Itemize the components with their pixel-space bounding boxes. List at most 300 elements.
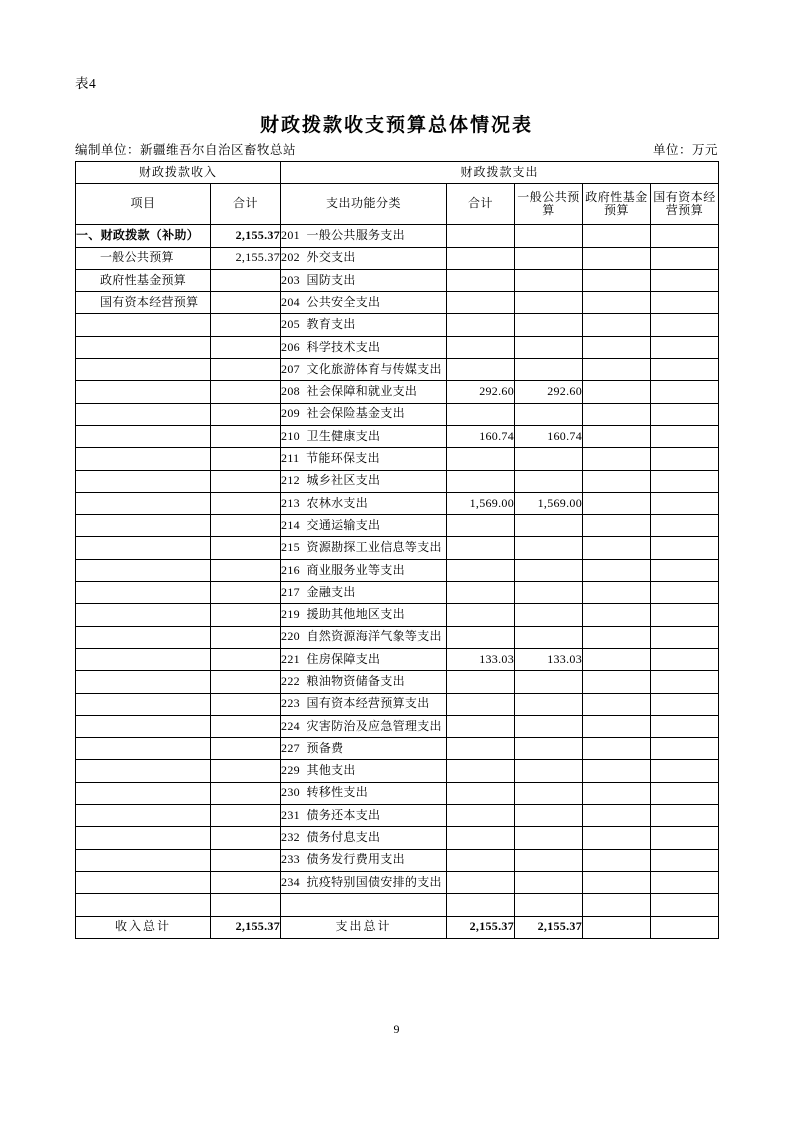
exp-general: [515, 359, 583, 381]
income-item-label: [76, 693, 211, 715]
table-group-header-row: [76, 162, 719, 184]
exp-general: [515, 693, 583, 715]
income-item-label: 一般公共预算: [76, 247, 211, 269]
exp-capital: [651, 292, 719, 314]
exp-fund: [583, 381, 651, 403]
income-item-label: [76, 760, 211, 782]
exp-name: 卫生健康支出: [306, 428, 381, 443]
exp-fund: [583, 559, 651, 581]
exp-function-cell: [281, 492, 447, 514]
income-item-label: [76, 470, 211, 492]
income-item-amount: [211, 448, 281, 470]
exp-fund: [583, 425, 651, 447]
income-item-label: [76, 671, 211, 693]
exp-name: 国有资本经营预算支出: [306, 696, 430, 711]
exp-name: 农林水支出: [306, 495, 369, 510]
exp-total: [447, 738, 515, 760]
income-item-amount: [211, 693, 281, 715]
exp-function-cell: [281, 314, 447, 336]
exp-name: 债务付息支出: [306, 830, 381, 845]
exp-capital: [651, 225, 719, 247]
exp-total: [447, 559, 515, 581]
exp-fund: [583, 827, 651, 849]
exp-fund: [583, 292, 651, 314]
exp-capital: [651, 871, 719, 893]
exp-name: 公共安全支出: [306, 294, 381, 309]
exp-capital: [651, 805, 719, 827]
exp-code: 216: [281, 562, 300, 577]
exp-fund: [583, 225, 651, 247]
exp-function-cell: [281, 648, 447, 670]
exp-code: 220: [281, 629, 300, 644]
exp-general: [515, 782, 583, 804]
exp-name: 预备费: [306, 740, 344, 755]
exp-function-cell: [281, 849, 447, 871]
exp-function-cell: [281, 448, 447, 470]
exp-fund: [583, 604, 651, 626]
exp-total: [447, 448, 515, 470]
exp-total: 1,569.00: [447, 492, 515, 514]
exp-function-cell: [281, 559, 447, 581]
exp-total: [447, 849, 515, 871]
exp-code: 201: [281, 228, 300, 243]
exp-function-cell: [281, 359, 447, 381]
exp-capital: [651, 381, 719, 403]
exp-name: 债务还本支出: [306, 807, 381, 822]
exp-general: [515, 671, 583, 693]
exp-capital: [651, 715, 719, 737]
exp-general: [515, 269, 583, 291]
income-item-amount: [211, 336, 281, 358]
exp-capital: [651, 626, 719, 648]
col-header-gov-fund-budget: 政府性基金预算: [583, 184, 651, 225]
sheet-label: 表4: [75, 76, 97, 91]
exp-general: [515, 515, 583, 537]
amount-unit-label: 单位：万元: [652, 143, 718, 157]
exp-total: [447, 247, 515, 269]
exp-function-cell: [281, 225, 447, 247]
exp-general: [515, 292, 583, 314]
exp-fund: [583, 403, 651, 425]
table-row: [76, 693, 719, 715]
income-item-label: [76, 359, 211, 381]
income-item-amount: [211, 559, 281, 581]
exp-fund: [583, 760, 651, 782]
exp-name: 其他支出: [306, 763, 356, 778]
exp-function-cell: [281, 871, 447, 893]
exp-function-cell: [281, 470, 447, 492]
exp-general: [515, 715, 583, 737]
exp-capital: [651, 425, 719, 447]
exp-total: [447, 871, 515, 893]
income-item-amount: [211, 292, 281, 314]
exp-fund: [583, 693, 651, 715]
exp-code: 210: [281, 428, 300, 443]
exp-fund: [583, 269, 651, 291]
table-row: [76, 760, 719, 782]
exp-capital: [651, 314, 719, 336]
exp-general: [515, 225, 583, 247]
income-item-amount: [211, 827, 281, 849]
table-row: [76, 805, 719, 827]
income-item-label: [76, 738, 211, 760]
exp-function-cell: [281, 515, 447, 537]
exp-code: 205: [281, 317, 300, 332]
exp-name: 灾害防治及应急管理支出: [306, 718, 442, 733]
exp-function-cell: [281, 269, 447, 291]
table-row: [76, 381, 719, 403]
income-item-amount: [211, 515, 281, 537]
exp-general: [515, 403, 583, 425]
page-number: 9: [393, 1022, 400, 1036]
expenditure-fund-total-value: [583, 916, 651, 938]
exp-function-cell: [281, 827, 447, 849]
exp-name: 交通运输支出: [306, 517, 381, 532]
income-item-amount: [211, 648, 281, 670]
exp-total: [447, 827, 515, 849]
income-item-amount: [211, 470, 281, 492]
table-row: [76, 894, 719, 916]
exp-total: [447, 359, 515, 381]
exp-function-cell: [281, 292, 447, 314]
income-item-label: [76, 381, 211, 403]
exp-capital: [651, 760, 719, 782]
table-row: [76, 470, 719, 492]
exp-capital: [651, 359, 719, 381]
exp-general: [515, 604, 583, 626]
table-row: [76, 715, 719, 737]
income-item-amount: [211, 582, 281, 604]
income-item-amount: [211, 671, 281, 693]
exp-capital: [651, 403, 719, 425]
col-header-function-class: 支出功能分类: [281, 184, 447, 225]
exp-function-cell: [281, 671, 447, 693]
table-row: [76, 582, 719, 604]
exp-capital: [651, 671, 719, 693]
page-title: 财政拨款收支预算总体情况表: [259, 115, 533, 136]
table-row: [76, 671, 719, 693]
exp-name: 一般公共服务支出: [306, 228, 405, 243]
exp-name: 资源勘探工业信息等支出: [306, 540, 442, 555]
exp-capital: [651, 782, 719, 804]
exp-name: 商业服务业等支出: [306, 562, 405, 577]
exp-total: [447, 314, 515, 336]
exp-function-cell: [281, 693, 447, 715]
exp-total: [447, 515, 515, 537]
exp-name: 社会保障和就业支出: [306, 384, 418, 399]
table-row: [76, 738, 719, 760]
exp-code: 223: [281, 696, 300, 711]
exp-function-cell: [281, 336, 447, 358]
exp-capital: [651, 336, 719, 358]
income-item-label: [76, 425, 211, 447]
exp-code: 227: [281, 740, 300, 755]
income-item-amount: [211, 537, 281, 559]
income-item-label: 政府性基金预算: [76, 269, 211, 291]
income-item-label: [76, 314, 211, 336]
income-item-amount: [211, 604, 281, 626]
exp-code: 215: [281, 540, 300, 555]
income-item-label: [76, 559, 211, 581]
exp-function-cell: [281, 425, 447, 447]
exp-total: 160.74: [447, 425, 515, 447]
exp-total: [447, 537, 515, 559]
exp-code: 206: [281, 339, 300, 354]
exp-code: 209: [281, 406, 300, 421]
table-row: [76, 225, 719, 247]
income-item-amount: [211, 269, 281, 291]
exp-function-cell: [281, 805, 447, 827]
exp-capital: [651, 604, 719, 626]
income-item-label: 国有资本经营预算: [76, 292, 211, 314]
income-item-label: [76, 782, 211, 804]
exp-total: [447, 336, 515, 358]
table-row: [76, 849, 719, 871]
col-header-income-total: 合计: [211, 184, 281, 225]
exp-total: 133.03: [447, 648, 515, 670]
exp-code: 222: [281, 673, 300, 688]
exp-fund: [583, 582, 651, 604]
table-row: [76, 403, 719, 425]
table-row: [76, 292, 719, 314]
expenditure-total-value: 2,155.37: [447, 916, 515, 938]
exp-function-cell: [281, 604, 447, 626]
exp-function-cell: [281, 782, 447, 804]
exp-total: [447, 760, 515, 782]
income-item-label: [76, 894, 211, 916]
exp-capital: [651, 648, 719, 670]
exp-total: 292.60: [447, 381, 515, 403]
income-item-label: [76, 492, 211, 514]
exp-general: [515, 314, 583, 336]
income-item-label: [76, 336, 211, 358]
income-item-label: [76, 626, 211, 648]
exp-total: [447, 894, 515, 916]
income-total-value: 2,155.37: [211, 916, 281, 938]
exp-name: 住房保障支出: [306, 651, 381, 666]
exp-total: [447, 715, 515, 737]
exp-fund: [583, 247, 651, 269]
income-item-amount: [211, 425, 281, 447]
col-header-state-capital-budget: 国有资本经营预算: [651, 184, 719, 225]
exp-total: [447, 782, 515, 804]
income-item-label: [76, 648, 211, 670]
expenditure-general-total-value: 2,155.37: [515, 916, 583, 938]
exp-total: [447, 604, 515, 626]
exp-name: 节能环保支出: [306, 451, 380, 466]
exp-capital: [651, 582, 719, 604]
income-item-amount: [211, 492, 281, 514]
income-item-label: [76, 604, 211, 626]
table-row: [76, 359, 719, 381]
exp-general: [515, 849, 583, 871]
exp-total: [447, 805, 515, 827]
meta-row: [75, 140, 718, 158]
exp-function-cell: [281, 894, 447, 916]
exp-code: 230: [281, 785, 300, 800]
table-row: [76, 559, 719, 581]
exp-general: [515, 738, 583, 760]
exp-total: [447, 671, 515, 693]
income-item-amount: [211, 760, 281, 782]
income-item-label: [76, 849, 211, 871]
exp-name: 文化旅游体育与传媒支出: [306, 361, 442, 376]
exp-code: 211: [281, 451, 300, 466]
exp-fund: [583, 715, 651, 737]
exp-name: 抗疫特别国债安排的支出: [306, 874, 442, 889]
income-item-amount: [211, 715, 281, 737]
exp-code: 229: [281, 763, 300, 778]
table-column-header-row: [76, 184, 719, 225]
exp-capital: [651, 738, 719, 760]
income-item-amount: [211, 894, 281, 916]
exp-fund: [583, 626, 651, 648]
exp-fund: [583, 648, 651, 670]
exp-name: 转移性支出: [306, 785, 369, 800]
budget-table: [75, 161, 719, 939]
income-item-label: [76, 805, 211, 827]
exp-code: 203: [281, 272, 300, 287]
exp-fund: [583, 537, 651, 559]
income-item-amount: [211, 782, 281, 804]
exp-general: [515, 894, 583, 916]
income-item-label: [76, 403, 211, 425]
exp-total: [447, 693, 515, 715]
table-row: [76, 269, 719, 291]
income-item-label: [76, 715, 211, 737]
exp-name: 金融支出: [306, 584, 356, 599]
exp-fund: [583, 738, 651, 760]
col-header-income-item: 项目: [76, 184, 211, 225]
exp-function-cell: [281, 738, 447, 760]
exp-code: 234: [281, 874, 300, 889]
income-item-amount: [211, 871, 281, 893]
income-item-amount: [211, 314, 281, 336]
exp-general: [515, 537, 583, 559]
exp-general: 292.60: [515, 381, 583, 403]
table-row: [76, 648, 719, 670]
exp-capital: [651, 693, 719, 715]
expenditure-group-header: 财政拨款支出: [281, 162, 719, 184]
table-row: [76, 515, 719, 537]
exp-code: 212: [281, 473, 300, 488]
col-header-exp-total: 合计: [447, 184, 515, 225]
exp-code: 214: [281, 517, 300, 532]
compiling-unit-label: 编制单位：新疆维吾尔自治区畜牧总站: [75, 143, 297, 157]
income-item-amount: [211, 359, 281, 381]
exp-total: [447, 626, 515, 648]
exp-name: 债务发行费用支出: [306, 852, 405, 867]
exp-general: 133.03: [515, 648, 583, 670]
exp-function-cell: [281, 247, 447, 269]
exp-general: [515, 470, 583, 492]
exp-code: 224: [281, 718, 300, 733]
exp-fund: [583, 470, 651, 492]
exp-capital: [651, 894, 719, 916]
income-item-amount: [211, 403, 281, 425]
table-row: [76, 336, 719, 358]
income-group-header: 财政拨款收入: [76, 162, 281, 184]
exp-total: [447, 269, 515, 291]
exp-function-cell: [281, 760, 447, 782]
exp-code: 207: [281, 361, 300, 376]
expenditure-capital-total-value: [651, 916, 719, 938]
income-item-amount: [211, 381, 281, 403]
table-row: [76, 425, 719, 447]
income-item-label: [76, 871, 211, 893]
exp-name: 国防支出: [306, 272, 356, 287]
exp-capital: [651, 269, 719, 291]
exp-code: 232: [281, 830, 300, 845]
exp-name: 社会保险基金支出: [306, 406, 405, 421]
exp-general: [515, 626, 583, 648]
exp-code: 204: [281, 294, 300, 309]
exp-general: [515, 760, 583, 782]
income-item-amount: [211, 738, 281, 760]
exp-capital: [651, 515, 719, 537]
exp-general: [515, 827, 583, 849]
exp-fund: [583, 671, 651, 693]
exp-fund: [583, 871, 651, 893]
exp-fund: [583, 359, 651, 381]
table-row: [76, 448, 719, 470]
totals-row: [76, 916, 719, 938]
exp-general: [515, 805, 583, 827]
col-header-general-public-budget: 一般公共预算: [515, 184, 583, 225]
exp-fund: [583, 849, 651, 871]
exp-code: 202: [281, 250, 300, 265]
exp-fund: [583, 336, 651, 358]
exp-function-cell: [281, 715, 447, 737]
exp-function-cell: [281, 403, 447, 425]
exp-fund: [583, 448, 651, 470]
income-total-label: 收入总计: [76, 916, 211, 938]
exp-fund: [583, 515, 651, 537]
income-item-label: [76, 827, 211, 849]
exp-capital: [651, 849, 719, 871]
income-item-amount: 2,155.37: [211, 247, 281, 269]
exp-name: 自然资源海洋气象等支出: [306, 629, 442, 644]
exp-capital: [651, 470, 719, 492]
exp-fund: [583, 894, 651, 916]
table-row: [76, 492, 719, 514]
exp-total: [447, 582, 515, 604]
exp-general: 1,569.00: [515, 492, 583, 514]
income-item-label: [76, 448, 211, 470]
exp-code: 233: [281, 852, 300, 867]
exp-capital: [651, 537, 719, 559]
exp-total: [447, 403, 515, 425]
income-item-label: [76, 582, 211, 604]
table-row: [76, 871, 719, 893]
exp-fund: [583, 782, 651, 804]
exp-general: [515, 247, 583, 269]
exp-name: 教育支出: [306, 317, 356, 332]
exp-function-cell: [281, 582, 447, 604]
exp-total: [447, 470, 515, 492]
exp-general: [515, 448, 583, 470]
exp-fund: [583, 805, 651, 827]
exp-capital: [651, 448, 719, 470]
exp-function-cell: [281, 537, 447, 559]
table-row: [76, 626, 719, 648]
exp-general: [515, 871, 583, 893]
exp-total: [447, 292, 515, 314]
table-row: [76, 247, 719, 269]
exp-general: [515, 582, 583, 604]
exp-name: 粮油物资储备支出: [306, 673, 405, 688]
income-item-amount: 2,155.37: [211, 225, 281, 247]
